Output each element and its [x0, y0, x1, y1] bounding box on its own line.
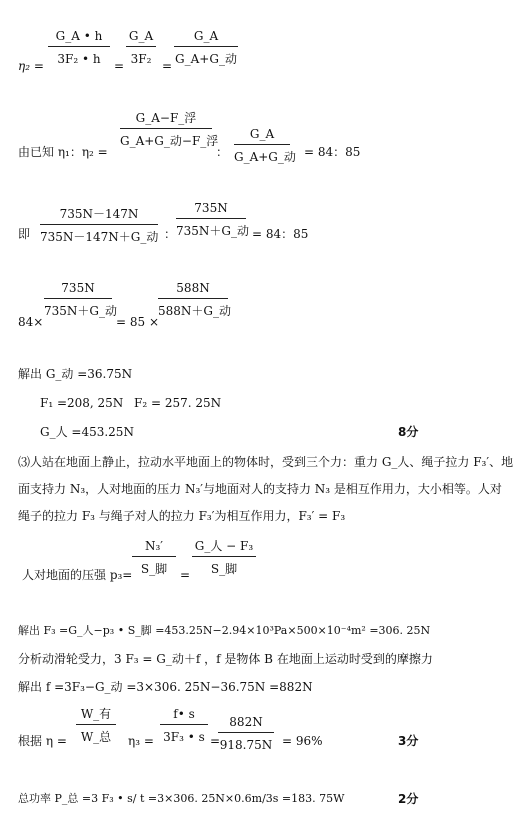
sol1-line2a: F₁ =208, 25N — [40, 396, 124, 410]
sol2-line1: 解出 F₃ =G_人−p₃ • S_脚 =453.25N−2.94×10³Pa×500×10⁻⁴m² =306. 25N — [18, 624, 431, 637]
eq4-frac2-den: 588N＋G_动 — [158, 304, 231, 318]
eq2-prefix: 由已知 η₁：η₂ = — [18, 145, 108, 159]
sol1-line3: G_人 =453.25N — [40, 425, 134, 439]
pressure-frac2 — [192, 540, 256, 575]
eff-frac2 — [160, 708, 208, 743]
eff-rhs: = 96% — [282, 734, 323, 748]
fraction-bar — [132, 556, 176, 557]
eq2-rhs: = 84：85 — [304, 145, 361, 159]
eff-prefix: 根据 η = — [18, 734, 67, 748]
eff-frac1-den: W_总 — [80, 730, 112, 744]
eq4-mid: = 85 × — [116, 315, 160, 329]
eq4-frac1-num: 735N — [61, 281, 95, 295]
part3-line2: 面支持力 N₃，人对地面的压力 N₃′与地面对人的支持力 N₃ 是相互作用力，大小相等。人对 — [18, 482, 502, 496]
eff-mid: η₃ = — [128, 734, 154, 748]
eq1-eq-b: = — [162, 59, 173, 73]
eq3-rhs: = 84：85 — [252, 227, 309, 241]
fraction-bar — [234, 144, 290, 145]
fraction-bar — [158, 298, 228, 299]
part3-line1: ⑶人站在地面上静止，拉动水平地面上的物体时，受到三个力：重力 G_人、绳子拉力 F₃′、地 — [18, 455, 514, 469]
sol1-line2b: F₂ = 257. 25N — [134, 396, 222, 410]
sol1-line1: 解出 G_动 =36.75N — [18, 367, 133, 381]
pressure-frac1 — [132, 540, 176, 575]
eff-frac2-num: f• s — [173, 707, 195, 721]
eq3-frac1-num: 735N－147N — [59, 207, 139, 221]
eq4-prefix: 84× — [18, 315, 44, 329]
eq4-frac2 — [158, 281, 231, 318]
eq4-frac1 — [44, 281, 117, 318]
eq1-frac2-num: G_A — [128, 29, 154, 43]
eff-frac3-num: 882N — [229, 715, 263, 729]
eff-frac2-den: 3F₃ • s — [163, 730, 205, 744]
eq3-frac2-den: 735N＋G_动 — [176, 224, 249, 238]
pressure-frac1-num: N₃′ — [144, 539, 164, 553]
eq3-prefix: 即 — [18, 227, 31, 241]
eq2-frac2 — [234, 127, 296, 164]
eq2-frac1-den: G_A+G_动−F_浮 — [120, 134, 219, 148]
eq2-colon: ： — [216, 145, 229, 159]
eq2-frac1 — [120, 111, 219, 148]
eq1-eq-a: = — [114, 59, 125, 73]
fraction-bar — [126, 46, 156, 47]
fraction-bar — [160, 724, 208, 725]
eq4-frac1-den: 735N＋G_动 — [44, 304, 117, 318]
eff-frac1-num: W_有 — [80, 707, 112, 721]
score-2: 2分 — [398, 792, 419, 806]
eq3-frac2-num: 735N — [194, 201, 228, 215]
eff-eq: = — [210, 734, 221, 748]
part3-line3: 绳子的拉力 F₃ 与绳子对人的拉力 F₃′为相互作用力，F₃′ = F₃ — [18, 509, 346, 523]
fraction-bar — [218, 732, 274, 733]
sol2-line3: 解出 f =3F₃−G_动 =3×306. 25N−36.75N =882N — [18, 680, 313, 694]
power-line: 总功率 P_总 =3 F₃ • s/ t =3×306. 25N×0.6m/3s =183. 75W — [18, 792, 345, 805]
eq4-frac2-num: 588N — [176, 281, 210, 295]
fraction-bar — [48, 46, 110, 47]
eq1-frac1-num: G_A • h — [55, 29, 103, 43]
eq1-frac3-den: G_A+G_动 — [175, 52, 237, 66]
pressure-eq: = — [180, 568, 191, 582]
eq2-frac1-num: G_A−F_浮 — [135, 111, 197, 125]
fraction-bar — [40, 224, 158, 225]
score-3: 3分 — [398, 734, 419, 748]
eq3-frac2 — [176, 201, 249, 238]
eq1-frac3 — [174, 30, 238, 65]
eff-frac3-den: 918.75N — [219, 738, 273, 752]
eff-frac3 — [218, 716, 274, 751]
pressure-frac2-num: G_人 − F₃ — [194, 539, 254, 553]
fraction-bar — [44, 298, 112, 299]
eff-frac1 — [76, 708, 116, 743]
fraction-bar — [174, 46, 238, 47]
eq1-frac2 — [126, 30, 156, 65]
eq3-colon: ： — [164, 227, 177, 241]
eq1-frac1 — [48, 30, 110, 65]
eq2-frac2-den: G_A+G_动 — [234, 150, 296, 164]
fraction-bar — [76, 724, 116, 725]
fraction-bar — [120, 128, 212, 129]
eq1-frac1-den: 3F₂ • h — [57, 52, 101, 66]
pressure-frac1-den: S_脚 — [140, 562, 168, 576]
score-8: 8分 — [398, 425, 419, 439]
eq2-frac2-num: G_A — [249, 127, 275, 141]
eq3-frac1-den: 735N－147N＋G_动 — [40, 230, 159, 244]
eq1-frac2-den: 3F₂ — [130, 52, 152, 66]
eq3-frac1 — [40, 208, 158, 243]
eq1-lhs: η₂ = — [18, 59, 44, 73]
pressure-frac2-den: S_脚 — [210, 562, 238, 576]
fraction-bar — [192, 556, 256, 557]
sol2-line2: 分析动滑轮受力，3 F₃ = G_动＋f ，f 是物体 B 在地面上运动时受到的摩擦力 — [18, 652, 433, 666]
pressure-prefix: 人对地面的压强 p₃= — [22, 568, 133, 582]
fraction-bar — [176, 218, 246, 219]
eq1-frac3-num: G_A — [193, 29, 219, 43]
